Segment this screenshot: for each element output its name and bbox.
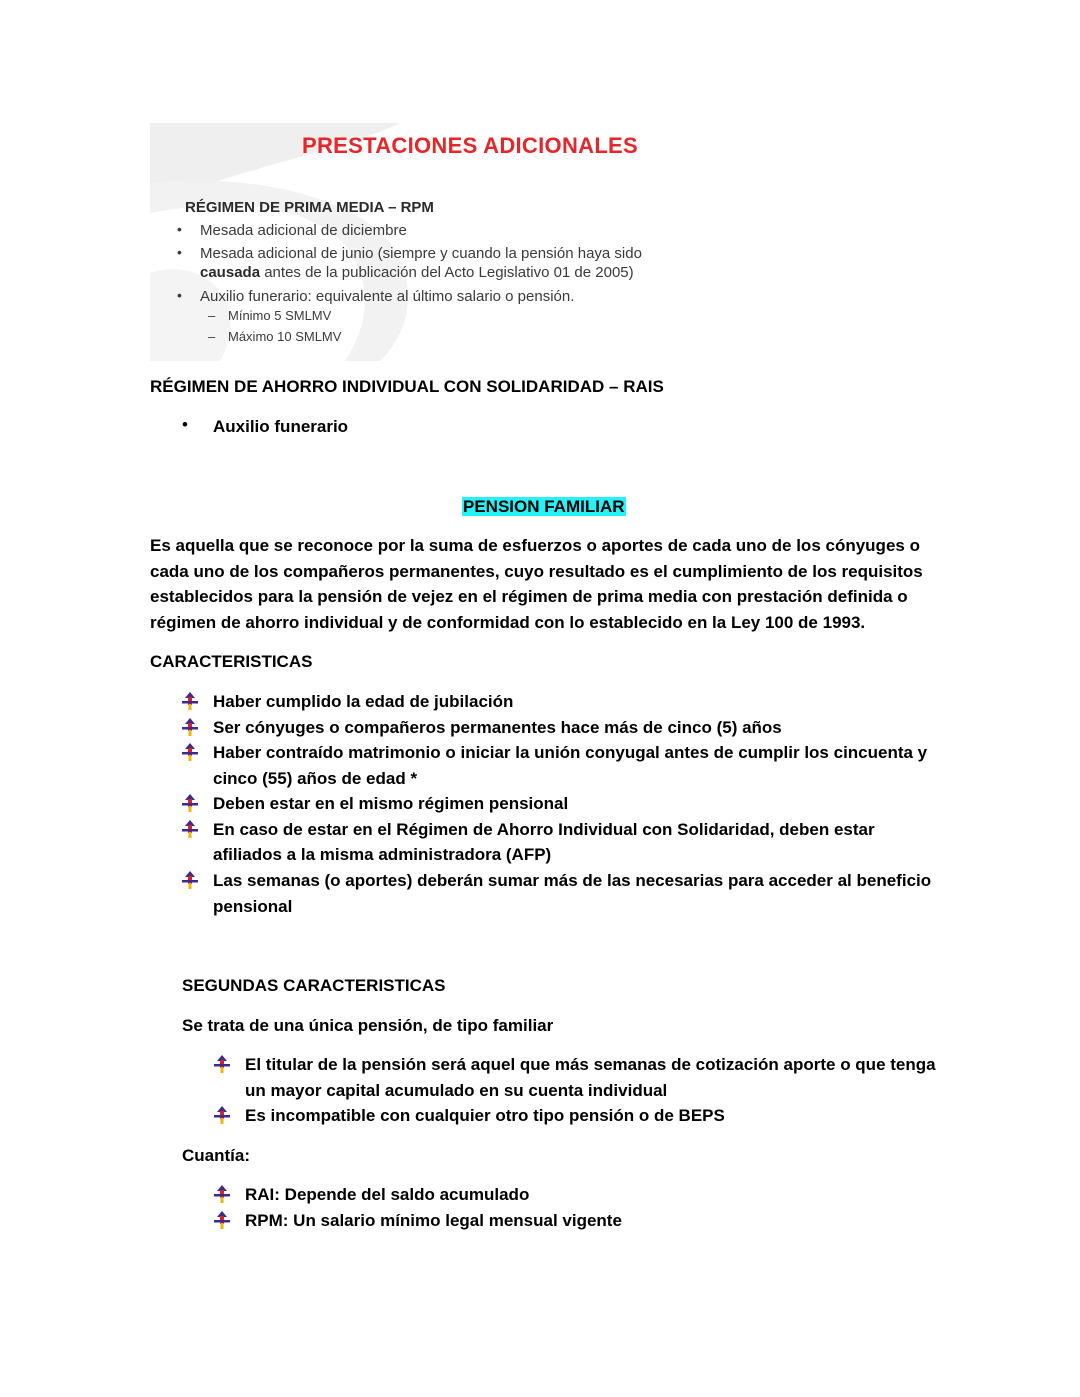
slide-bullet-glyph: • bbox=[177, 287, 182, 303]
bullet-dot: • bbox=[182, 415, 188, 434]
paragraph-line: régimen de ahorro individual y de conformidad con lo establecido en la Ley 100 de 1993. bbox=[150, 613, 866, 632]
slide-image bbox=[150, 123, 780, 361]
slide-bullet-2-rest: antes de la publicación del Acto Legislativo 01 de 2005) bbox=[260, 264, 634, 281]
caracteristica-item: Ser cónyuges o compañeros permanentes hace más de cinco (5) años bbox=[213, 718, 782, 737]
slide-bullet-3: Auxilio funerario: equivalente al último salario o pensión. bbox=[200, 288, 575, 305]
slide-bullet-2: Mesada adicional de junio (siempre y cuando la pensión haya sido bbox=[200, 245, 642, 262]
arrow-bullet-icon bbox=[214, 1106, 230, 1129]
segundas-intro: Se trata de una única pensión, de tipo familiar bbox=[182, 1016, 554, 1035]
caracteristica-item: Deben estar en el mismo régimen pensional bbox=[213, 794, 569, 813]
arrow-bullet-icon bbox=[182, 820, 198, 843]
cuantia-item: RAI: Depende del saldo acumulado bbox=[245, 1185, 530, 1204]
slide-bold-word: causada bbox=[200, 264, 261, 281]
caracteristica-item-cont: pensional bbox=[213, 897, 293, 916]
caracteristica-item: Haber contraído matrimonio o iniciar la unión conyugal antes de cumplir los cincuenta y bbox=[213, 743, 928, 762]
rais-heading: RÉGIMEN DE AHORRO INDIVIDUAL CON SOLIDARIDAD – RAIS bbox=[150, 377, 664, 396]
arrow-bullet-icon bbox=[182, 871, 198, 894]
slide-dash-glyph: – bbox=[208, 329, 216, 344]
arrow-bullet-icon bbox=[214, 1185, 230, 1208]
arrow-bullet-icon bbox=[182, 794, 198, 817]
slide-sub-item-2: Máximo 10 SMLMV bbox=[228, 329, 342, 344]
slide-title: PRESTACIONES ADICIONALES bbox=[302, 133, 639, 158]
slide-bullet-2-cont bbox=[200, 263, 634, 282]
pension-familiar-heading bbox=[462, 494, 626, 519]
arrow-bullet-icon bbox=[182, 692, 198, 715]
caracteristica-item-cont: afiliados a la misma administradora (AFP) bbox=[213, 845, 552, 864]
segundas-heading: SEGUNDAS CARACTERISTICAS bbox=[182, 976, 446, 995]
slide-dash-glyph: – bbox=[208, 308, 216, 323]
paragraph-line: cada uno de los compañeros permanentes, cuyo resultado es el cumplimiento de los requisitos bbox=[150, 562, 923, 581]
paragraph-line: Es aquella que se reconoce por la suma de esfuerzos o aportes de cada uno de los cónyuges o bbox=[150, 536, 920, 555]
arrow-bullet-icon bbox=[214, 1211, 230, 1234]
slide-sub-item-1: Mínimo 5 SMLMV bbox=[228, 308, 332, 323]
segundas-item: El titular de la pensión será aquel que más semanas de cotización aporte o que tenga bbox=[245, 1055, 936, 1074]
caracteristicas-heading: CARACTERISTICAS bbox=[150, 652, 313, 671]
arrow-bullet-icon bbox=[182, 743, 198, 766]
slide-subtitle: RÉGIMEN DE PRIMA MEDIA – RPM bbox=[185, 199, 434, 216]
arrow-bullet-icon bbox=[214, 1055, 230, 1078]
caracteristica-item: En caso de estar en el Régimen de Ahorro Individual con Solidaridad, deben estar bbox=[213, 820, 875, 839]
highlighted-heading: PENSION FAMILIAR bbox=[463, 497, 625, 516]
segundas-item: Es incompatible con cualquier otro tipo pensión o de BEPS bbox=[245, 1106, 725, 1125]
cuantia-heading: Cuantía: bbox=[182, 1146, 250, 1165]
caracteristica-item-cont: cinco (55) años de edad * bbox=[213, 769, 418, 788]
arrow-bullet-icon bbox=[182, 718, 198, 741]
paragraph-line: establecidos para la pensión de vejez en el régimen de prima media con prestación definida o bbox=[150, 587, 908, 606]
caracteristica-item: Haber cumplido la edad de jubilación bbox=[213, 692, 514, 711]
segundas-item-cont: un mayor capital acumulado en su cuenta individual bbox=[245, 1081, 668, 1100]
cuantia-item: RPM: Un salario mínimo legal mensual vigente bbox=[245, 1211, 622, 1230]
caracteristica-item: Las semanas (o aportes) deberán sumar más de las necesarias para acceder al beneficio bbox=[213, 871, 932, 890]
slide-bullet-glyph: • bbox=[177, 244, 182, 260]
rais-item: Auxilio funerario bbox=[213, 417, 349, 436]
slide-bullet-glyph: • bbox=[177, 221, 182, 237]
slide-bullet-1: Mesada adicional de diciembre bbox=[200, 222, 407, 239]
